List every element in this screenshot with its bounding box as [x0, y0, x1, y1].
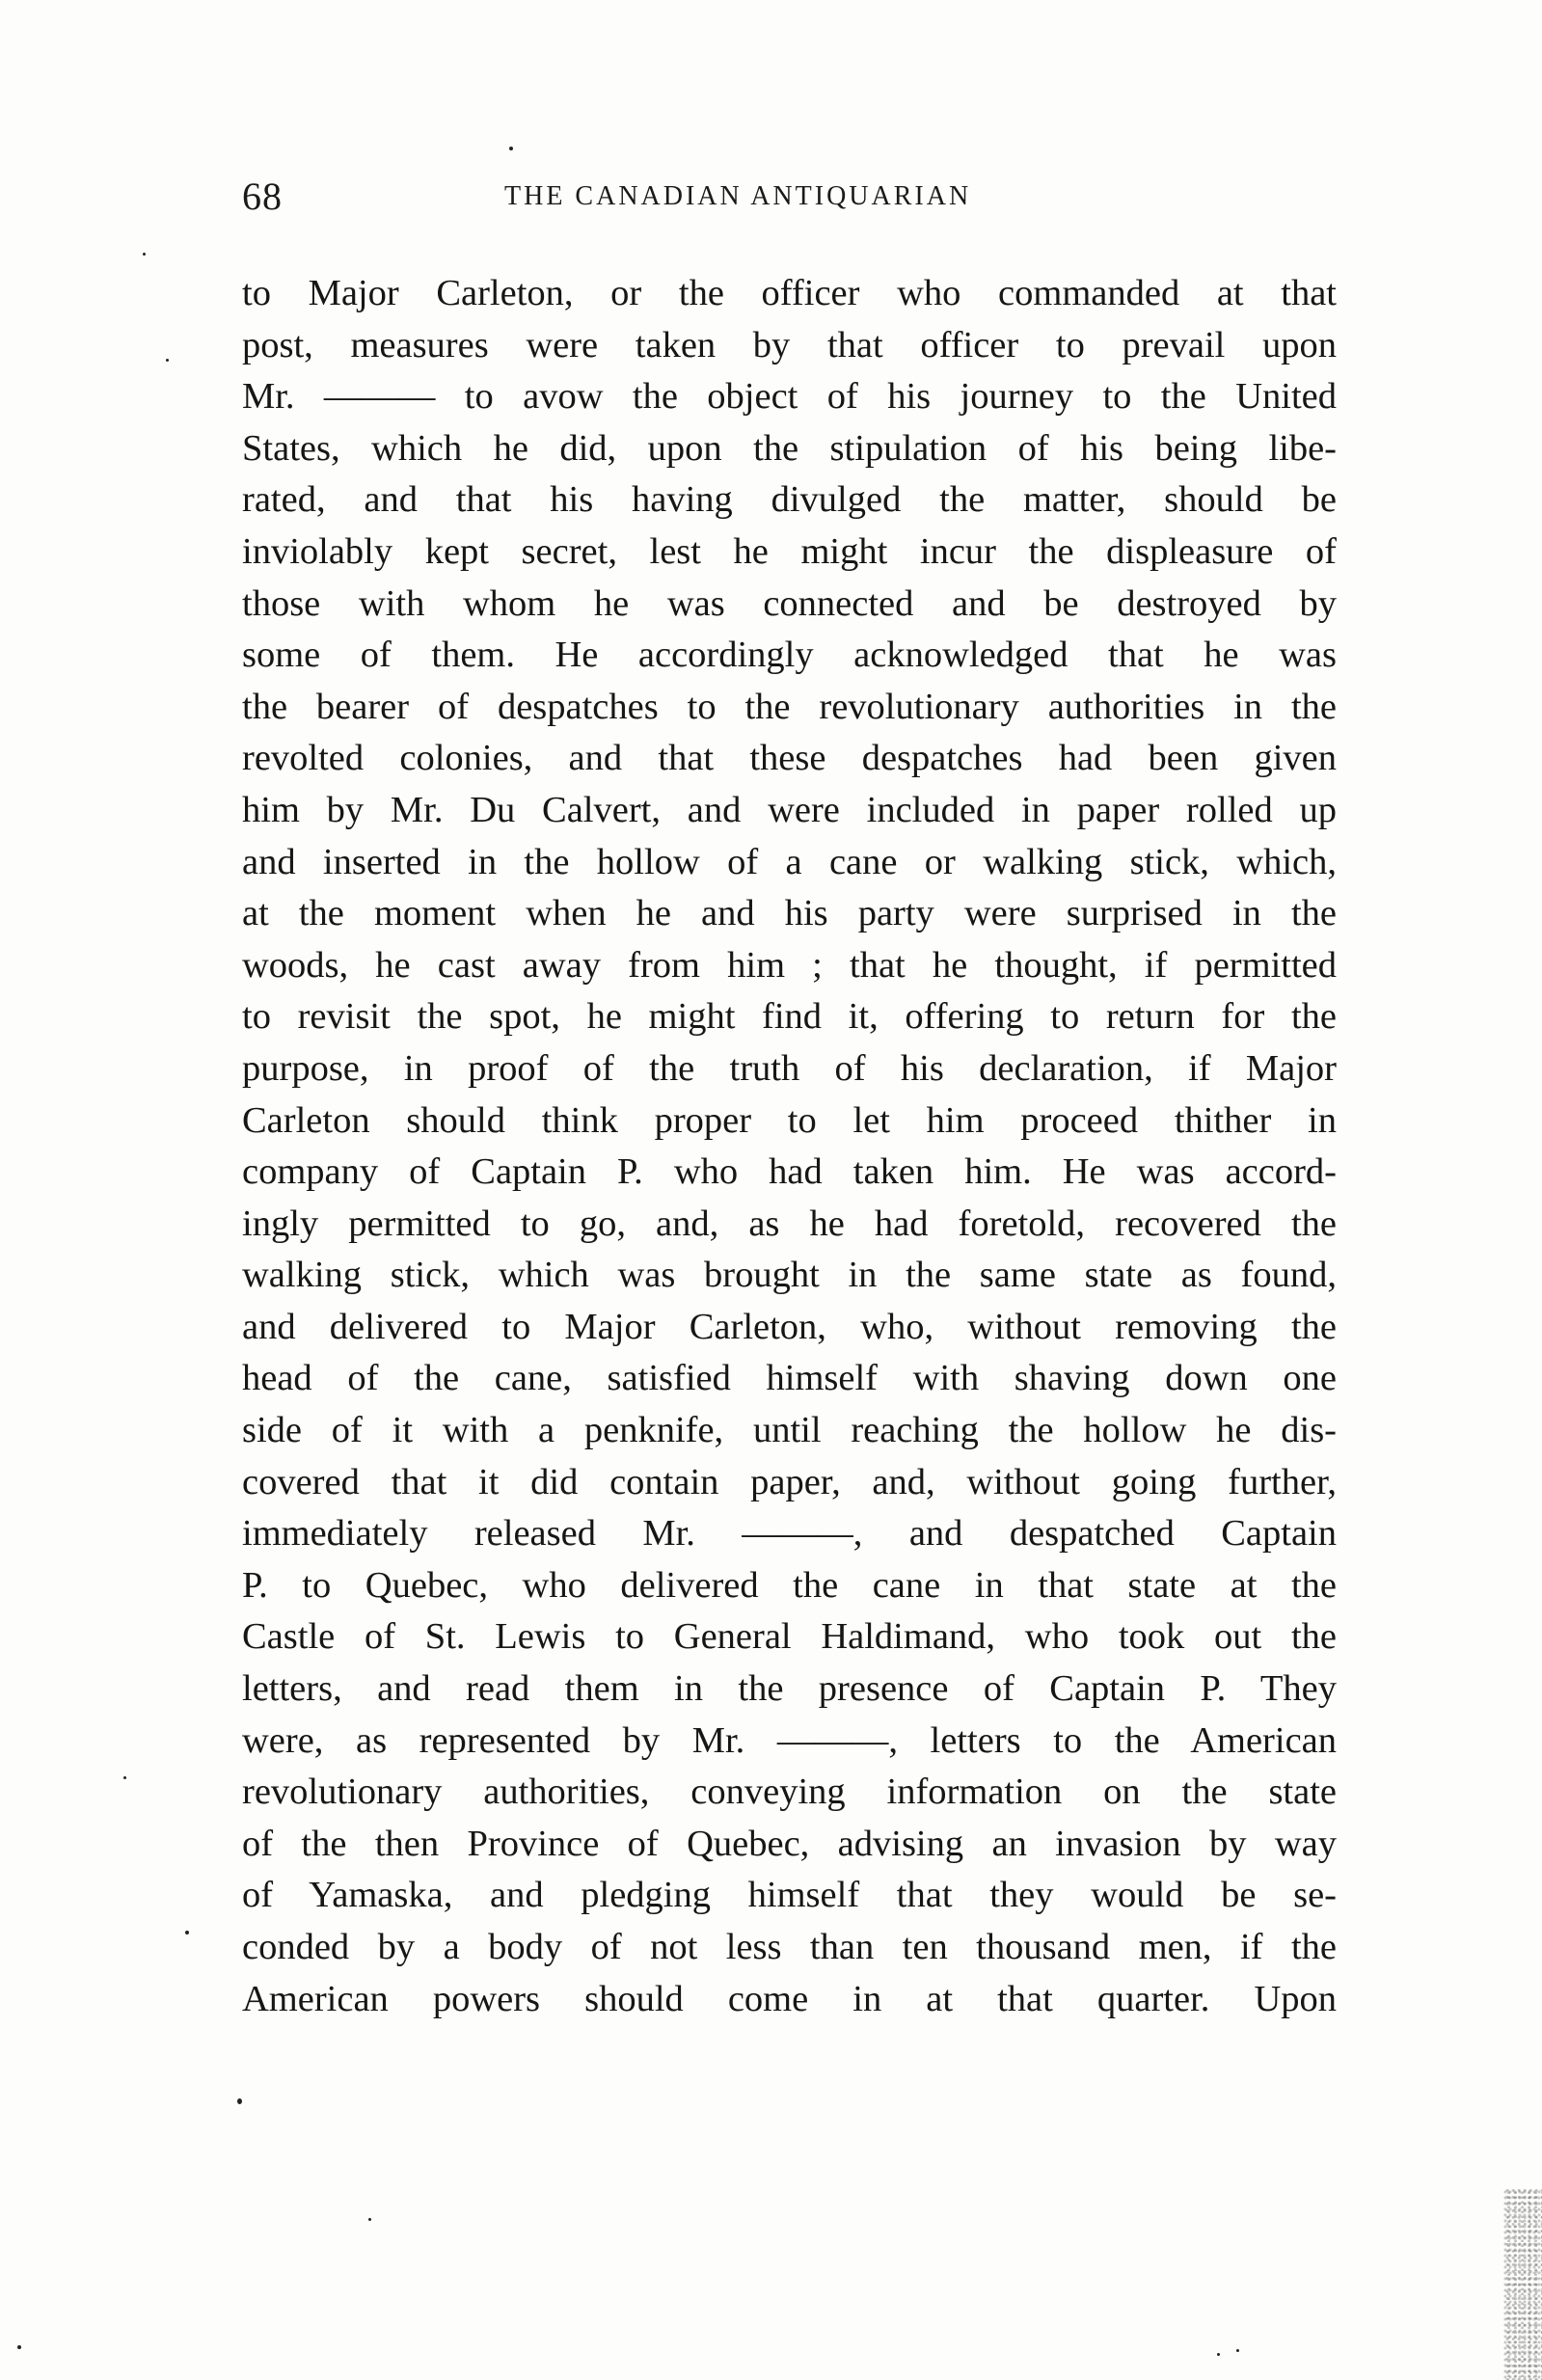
- text-line: him by Mr. Du Calvert, and were included in paper rolled up: [242, 789, 1337, 830]
- text-line: Castle of St. Lewis to General Haldimand, who took out the: [242, 1616, 1337, 1658]
- text-line: Mr. ——— to avow the object of his journey to the United: [242, 376, 1337, 418]
- text-line: rated, and that his having divulged the matter, should be: [242, 479, 1337, 521]
- scan-speck: [1236, 2349, 1239, 2352]
- text-line: side of it with a penknife, until reaching the hollow he dis-: [242, 1410, 1337, 1451]
- page-header: [242, 174, 1303, 231]
- text-line: inviolably kept secret, lest he might incur the displeasure of: [242, 530, 1337, 572]
- body-text: [242, 268, 1337, 2025]
- scan-speck: [143, 253, 146, 256]
- text-line: and delivered to Major Carleton, who, without removing the: [242, 1306, 1337, 1347]
- text-line: ingly permitted to go, and, as he had foretold, recovered the: [242, 1203, 1337, 1244]
- text-line: to Major Carleton, or the officer who commanded at that: [242, 273, 1337, 313]
- scan-speck: [123, 1776, 126, 1779]
- text-line: immediately released Mr. ———, and despatched Captain: [242, 1513, 1337, 1555]
- text-line: letters, and read them in the presence of Captain P. They: [242, 1668, 1337, 1710]
- text-line: American powers should come in at that quarter. Upon: [242, 1978, 1337, 2019]
- scan-speck: [17, 2345, 21, 2349]
- text-line: revolutionary authorities, conveying information on the state: [242, 1771, 1337, 1813]
- running-title: THE CANADIAN ANTIQUARIAN: [504, 181, 972, 211]
- scan-speck: [509, 147, 513, 150]
- text-line: Carleton should think proper to let him proceed thither in: [242, 1099, 1337, 1141]
- text-line: and inserted in the hollow of a cane or walking stick, which,: [242, 841, 1337, 882]
- text-line: States, which he did, upon the stipulation of his being libe-: [242, 427, 1337, 469]
- scan-speck: [185, 1931, 189, 1934]
- text-line: the bearer of despatches to the revolutionary authorities in the: [242, 686, 1337, 727]
- text-line: to revisit the spot, he might find it, offering to return for the: [242, 996, 1337, 1038]
- text-line: woods, he cast away from him ; that he thought, if permitted: [242, 944, 1337, 986]
- text-line: purpose, in proof of the truth of his declaration, if Major: [242, 1047, 1337, 1089]
- text-line: revolted colonies, and that these despatches had been given: [242, 738, 1337, 779]
- text-line: company of Captain P. who had taken him. He was accord-: [242, 1151, 1337, 1193]
- text-line: were, as represented by Mr. ———, letters to the American: [242, 1719, 1337, 1761]
- text-line: covered that it did contain paper, and, without going further,: [242, 1461, 1337, 1502]
- scan-speck: [1217, 2353, 1220, 2356]
- scan-edge-noise: [1503, 2189, 1542, 2380]
- text-line: of Yamaska, and pledging himself that they would be se-: [242, 1875, 1337, 1916]
- scan-speck: [368, 2218, 371, 2221]
- text-line: at the moment when he and his party were surprised in the: [242, 893, 1337, 934]
- scan-speck: [237, 2098, 242, 2104]
- text-line: of the then Province of Quebec, advising an invasion by way: [242, 1823, 1337, 1864]
- page-number: 68: [242, 175, 283, 218]
- text-line: P. to Quebec, who delivered the cane in that state at the: [242, 1564, 1337, 1606]
- text-line: those with whom he was connected and be destroyed by: [242, 582, 1337, 624]
- text-line: walking stick, which was brought in the same state as found,: [242, 1255, 1337, 1296]
- text-line: post, measures were taken by that officer to prevail upon: [242, 324, 1337, 365]
- scan-speck: [166, 359, 169, 362]
- text-line: head of the cane, satisfied himself with shaving down one: [242, 1358, 1337, 1399]
- text-line: some of them. He accordingly acknowledged that he was: [242, 635, 1337, 676]
- text-line: conded by a body of not less than ten thousand men, if the: [242, 1927, 1337, 1967]
